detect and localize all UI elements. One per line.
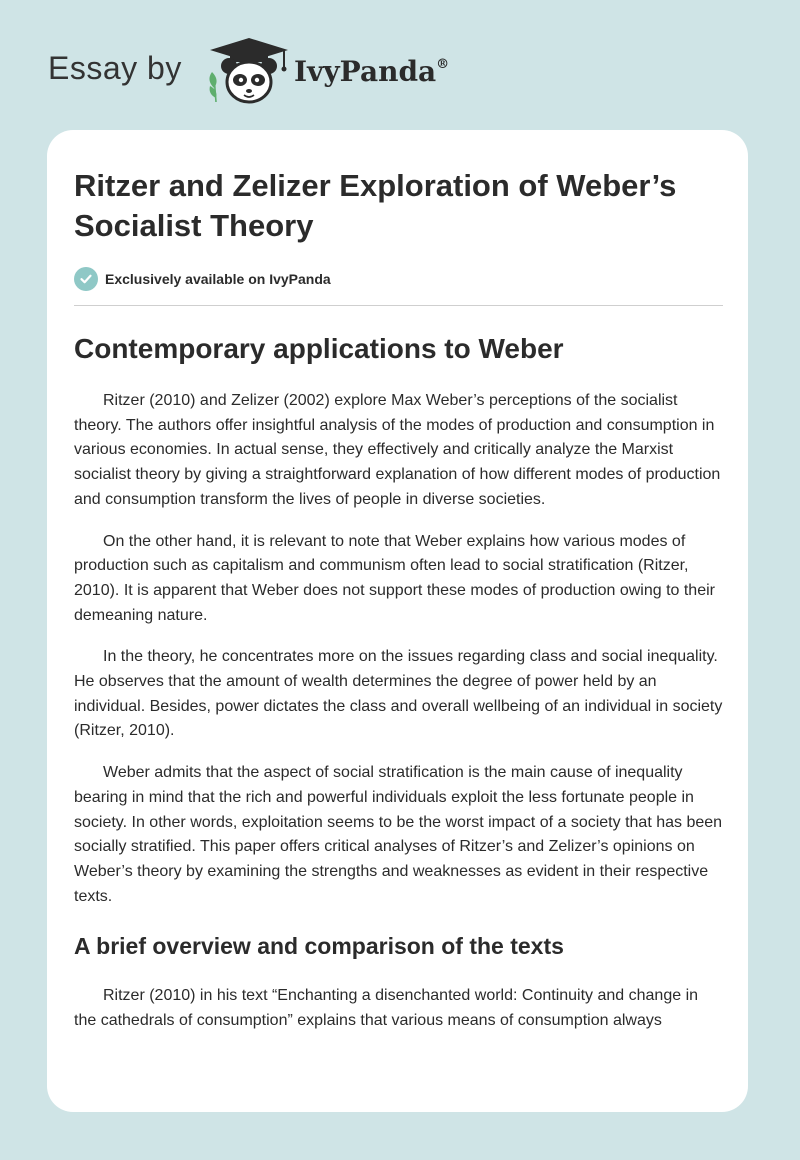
exclusive-badge — [74, 266, 723, 292]
article-card — [47, 130, 748, 1112]
section-heading: A brief overview and comparison of the texts — [74, 933, 564, 960]
divider — [74, 305, 723, 306]
exclusive-badge-label: Exclusively available on IvyPanda — [105, 271, 331, 287]
registered-mark: ® — [436, 57, 450, 72]
paragraph: In the theory, he concentrates more on the issues regarding class and social inequality. He observes that the amount of wealth determines the degree of power held by an individual. Besides, power dictates the class and overall wellbeing of an individual in society (Ritzer, 2010). — [74, 648, 723, 740]
paragraph: Ritzer (2010) in his text “Enchanting a disenchanted world: Continuity and change in the cathedrals of consumption” explains that various means of consumption always — [74, 987, 699, 1030]
essay-by-label: Essay by — [48, 50, 182, 86]
section-heading: Contemporary applications to Weber — [74, 333, 564, 364]
site-header — [48, 36, 488, 116]
article-title: Ritzer and Zelizer Exploration of Weber’s Socialist Theory — [74, 168, 677, 243]
panda-logo-icon[interactable] — [204, 36, 294, 108]
check-icon — [74, 267, 98, 291]
paragraph: Ritzer (2010) and Zelizer (2002) explore Max Weber’s perceptions of the socialist theory. The authors offer insightful analysis of the modes of production and consumption in various economies. In actual sense, they effectively and critically analyze the Marxist socialist theory by giving a straightforward explanation of how different modes of production and consumption transform the lives of people in diverse societies. — [74, 392, 721, 508]
paragraph: Weber admits that the aspect of social stratification is the main cause of inequality bearing in mind that the rich and powerful individuals exploit the less fortunate people in society. In other words, exploitation seems to be the worst impact of a society that has been socially stratified. This paper offers critical analyses of Ritzer’s and Zelizer’s opinions on Weber’s theory by examining the strengths and weaknesses as evident in their respective texts. — [74, 764, 723, 905]
paragraph: On the other hand, it is relevant to note that Weber explains how various modes of production such as capitalism and communism often lead to social stratification (Ritzer, 2010). It is apparent that Weber does not support these modes of production owing to their demeaning nature. — [74, 532, 715, 624]
article-content — [74, 130, 723, 1034]
brand-name[interactable]: IvyPanda® — [294, 55, 450, 88]
